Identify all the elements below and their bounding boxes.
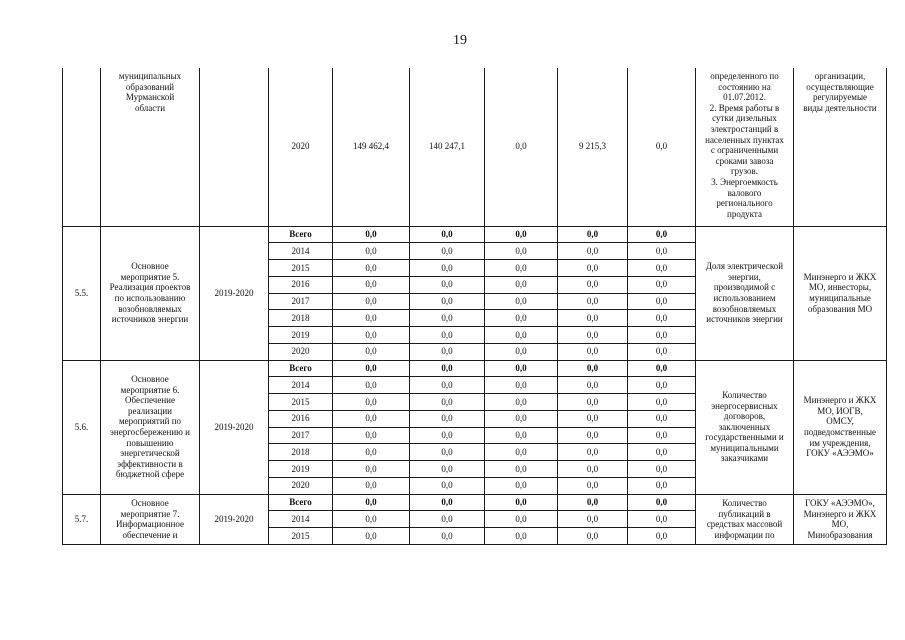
year-cell: 2016 [269, 276, 333, 293]
value-cell: 0,0 [558, 477, 628, 494]
value-cell: 0,0 [333, 528, 410, 545]
value-cell: 149 462,4 [333, 68, 410, 226]
value-cell: 0,0 [558, 327, 628, 344]
value-cell: 0,0 [333, 260, 410, 277]
measure-number: 5.5. [63, 226, 101, 360]
value-cell: 0,0 [485, 68, 558, 226]
year-cell: 2018 [269, 444, 333, 461]
table-row-continuation [63, 68, 887, 226]
year-cell: 2017 [269, 293, 333, 310]
measure-description: муниципальных образований Мурманской области [101, 68, 200, 226]
value-cell: 0,0 [558, 377, 628, 394]
value-cell: 0,0 [333, 427, 410, 444]
value-cell: 0,0 [485, 260, 558, 277]
value-cell: 0,0 [628, 511, 696, 528]
value-cell: 0,0 [410, 410, 485, 427]
value-cell: 0,0 [628, 260, 696, 277]
year-cell: Всего [269, 360, 333, 377]
value-cell: 0,0 [333, 293, 410, 310]
year-cell: Всего [269, 494, 333, 511]
value-cell: 0,0 [485, 410, 558, 427]
value-cell: 0,0 [485, 528, 558, 545]
value-cell: 0,0 [333, 461, 410, 478]
value-cell: 0,0 [333, 494, 410, 511]
value-cell: 0,0 [485, 511, 558, 528]
year-cell: 2019 [269, 461, 333, 478]
measure-period: 2019-2020 [200, 226, 269, 360]
measure-number: 5.6. [63, 360, 101, 494]
value-cell: 0,0 [628, 343, 696, 360]
value-cell: 0,0 [485, 310, 558, 327]
indicator-cell: определенного по состоянию на 01.07.2012. 2. Время работы в сутки дизельных электростанций в населенных пунктах с ограниченными сроками завоза грузов. 3. Энергоемкость валового регионального продукта [696, 68, 794, 226]
value-cell: 0,0 [410, 310, 485, 327]
year-cell: 2015 [269, 394, 333, 411]
value-cell: 140 247,1 [410, 68, 485, 226]
value-cell: 0,0 [485, 461, 558, 478]
value-cell: 0,0 [485, 394, 558, 411]
value-cell: 0,0 [410, 511, 485, 528]
value-cell: 0,0 [410, 394, 485, 411]
value-cell: 0,0 [558, 360, 628, 377]
year-cell: 2019 [269, 327, 333, 344]
table-row-total [63, 360, 887, 377]
value-cell: 0,0 [558, 293, 628, 310]
table-body [63, 68, 887, 544]
value-cell: 0,0 [628, 243, 696, 260]
year-cell: 2020 [269, 68, 333, 226]
measure-description: Основное мероприятие 5. Реализация проектов по использованию возобновляемых источников энергии [101, 226, 200, 360]
measure-number: 5.7. [63, 494, 101, 544]
value-cell: 0,0 [485, 293, 558, 310]
year-cell: 2015 [269, 528, 333, 545]
value-cell: 0,0 [410, 360, 485, 377]
value-cell: 0,0 [333, 310, 410, 327]
value-cell: 0,0 [410, 243, 485, 260]
value-cell: 0,0 [410, 477, 485, 494]
value-cell: 0,0 [485, 276, 558, 293]
value-cell: 0,0 [485, 444, 558, 461]
value-cell: 9 215,3 [558, 68, 628, 226]
value-cell: 0,0 [628, 276, 696, 293]
value-cell: 0,0 [485, 360, 558, 377]
table-row-total [63, 226, 887, 243]
value-cell: 0,0 [558, 511, 628, 528]
value-cell: 0,0 [333, 276, 410, 293]
executor-cell: Минэнерго и ЖКХ МО, инвесторы, муниципальные образования МО [794, 226, 887, 360]
program-measures-table [62, 68, 887, 545]
year-cell: 2014 [269, 243, 333, 260]
value-cell: 0,0 [410, 444, 485, 461]
value-cell: 0,0 [628, 377, 696, 394]
year-cell: 2020 [269, 343, 333, 360]
value-cell: 0,0 [628, 394, 696, 411]
value-cell: 0,0 [558, 394, 628, 411]
value-cell: 0,0 [410, 377, 485, 394]
value-cell: 0,0 [333, 394, 410, 411]
value-cell: 0,0 [628, 528, 696, 545]
value-cell: 0,0 [410, 260, 485, 277]
value-cell: 0,0 [558, 260, 628, 277]
value-cell: 0,0 [628, 477, 696, 494]
value-cell: 0,0 [558, 276, 628, 293]
executor-cell: организации, осуществляющие регулируемые виды деятельности [794, 68, 887, 226]
value-cell: 0,0 [333, 444, 410, 461]
indicator-cell: Доля электрической энергии, производимой с использованием возобновляемых источников энергии [696, 226, 794, 360]
value-cell: 0,0 [628, 68, 696, 226]
value-cell: 0,0 [333, 377, 410, 394]
value-cell: 0,0 [333, 243, 410, 260]
value-cell: 0,0 [558, 461, 628, 478]
value-cell: 0,0 [485, 343, 558, 360]
measure-period: 2019-2020 [200, 360, 269, 494]
value-cell: 0,0 [558, 310, 628, 327]
value-cell: 0,0 [558, 444, 628, 461]
value-cell: 0,0 [558, 410, 628, 427]
value-cell: 0,0 [333, 327, 410, 344]
year-cell: 2014 [269, 377, 333, 394]
year-cell: Всего [269, 226, 333, 243]
year-cell: 2017 [269, 427, 333, 444]
value-cell: 0,0 [333, 410, 410, 427]
measure-description: Основное мероприятие 7. Информационное обеспечение и [101, 494, 200, 544]
value-cell: 0,0 [628, 360, 696, 377]
value-cell: 0,0 [485, 494, 558, 511]
executor-cell: ГОКУ «АЭЭМО», Минэнерго и ЖКХ МО, Минобразования [794, 494, 887, 544]
year-cell: 2015 [269, 260, 333, 277]
value-cell: 0,0 [410, 226, 485, 243]
value-cell: 0,0 [333, 226, 410, 243]
measure-period: 2019-2020 [200, 494, 269, 544]
value-cell: 0,0 [333, 360, 410, 377]
value-cell: 0,0 [485, 327, 558, 344]
value-cell: 0,0 [485, 377, 558, 394]
value-cell: 0,0 [333, 343, 410, 360]
measure-period-cell [200, 68, 269, 226]
measure-number-cell [63, 68, 101, 226]
value-cell: 0,0 [410, 528, 485, 545]
value-cell: 0,0 [558, 226, 628, 243]
value-cell: 0,0 [485, 243, 558, 260]
executor-cell: Минэнерго и ЖКХ МО, ИОГВ, ОМСУ, подведомственные им учреждения, ГОКУ «АЭЭМО» [794, 360, 887, 494]
measure-description: Основное мероприятие 6. Обеспечение реализации мероприятий по энергосбережению и повышению энергетической эффективности в бюджетной сфере [101, 360, 200, 494]
value-cell: 0,0 [628, 461, 696, 478]
value-cell: 0,0 [628, 327, 696, 344]
value-cell: 0,0 [410, 327, 485, 344]
value-cell: 0,0 [410, 343, 485, 360]
value-cell: 0,0 [485, 477, 558, 494]
value-cell: 0,0 [628, 444, 696, 461]
indicator-cell: Количество публикаций в средствах массовой информации по [696, 494, 794, 544]
page-number: 19 [453, 33, 467, 48]
value-cell: 0,0 [333, 477, 410, 494]
table-row-total [63, 494, 887, 511]
year-cell: 2020 [269, 477, 333, 494]
value-cell: 0,0 [410, 293, 485, 310]
value-cell: 0,0 [485, 427, 558, 444]
year-cell: 2016 [269, 410, 333, 427]
value-cell: 0,0 [558, 427, 628, 444]
value-cell: 0,0 [410, 461, 485, 478]
value-cell: 0,0 [410, 427, 485, 444]
value-cell: 0,0 [558, 243, 628, 260]
value-cell: 0,0 [558, 494, 628, 511]
year-cell: 2018 [269, 310, 333, 327]
value-cell: 0,0 [558, 343, 628, 360]
value-cell: 0,0 [410, 494, 485, 511]
value-cell: 0,0 [628, 410, 696, 427]
value-cell: 0,0 [628, 494, 696, 511]
value-cell: 0,0 [628, 427, 696, 444]
value-cell: 0,0 [628, 226, 696, 243]
value-cell: 0,0 [628, 310, 696, 327]
value-cell: 0,0 [410, 276, 485, 293]
value-cell: 0,0 [485, 226, 558, 243]
indicator-cell: Количество энергосервисных договоров, заключенных государственными и муниципальными заказчиками [696, 360, 794, 494]
value-cell: 0,0 [333, 511, 410, 528]
value-cell: 0,0 [628, 293, 696, 310]
value-cell: 0,0 [558, 528, 628, 545]
year-cell: 2014 [269, 511, 333, 528]
